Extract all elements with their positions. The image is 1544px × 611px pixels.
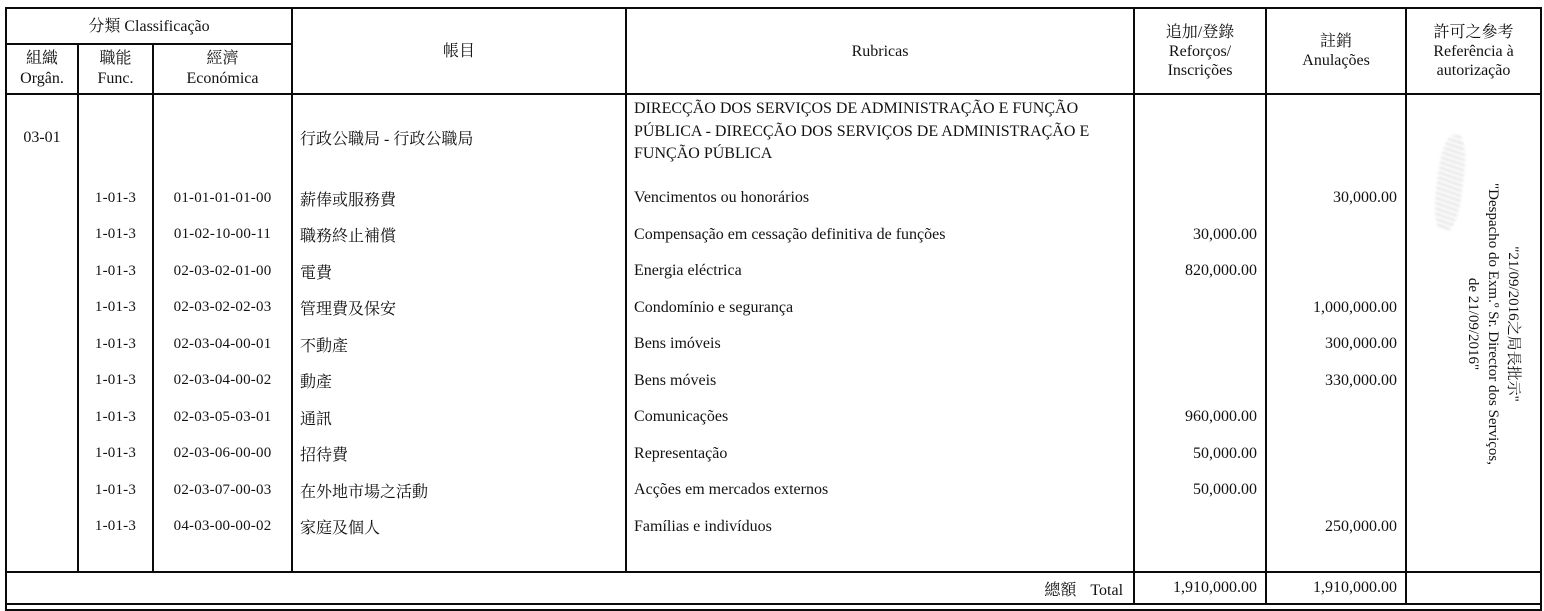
reforcos-amount xyxy=(1134,290,1266,327)
reinforcements-header-pt2: Inscrições xyxy=(1167,61,1233,79)
filler-cell xyxy=(292,545,626,572)
cancellations-header-pt: Anulações xyxy=(1302,52,1370,69)
item-name-pt: Acções em mercados externos xyxy=(626,472,1134,509)
total-reforcos-amount: 1,910,000.00 xyxy=(1134,572,1266,604)
table-row xyxy=(6,217,1541,254)
anulacoes-amount xyxy=(1266,436,1406,473)
authorization-header-pt1: Referência à xyxy=(1433,42,1514,60)
anulacoes-amount: 1,000,000.00 xyxy=(1266,290,1406,327)
econ-code-cell: 02-03-02-02-03 xyxy=(153,290,292,327)
empty-cancellation-cell xyxy=(1266,94,1406,180)
filler-cell xyxy=(1134,545,1266,572)
func-code-cell: 1-01-3 xyxy=(78,253,153,290)
table-row xyxy=(6,509,1541,546)
anulacoes-amount xyxy=(1266,253,1406,290)
item-name-zh: 動產 xyxy=(292,363,626,400)
anulacoes-amount: 250,000.00 xyxy=(1266,509,1406,546)
department-organic-code: 03-01 xyxy=(23,128,61,146)
econ-code-cell: 02-03-02-01-00 xyxy=(153,253,292,290)
func-code-cell: 1-01-3 xyxy=(78,180,153,217)
authorization-note-line2: "Despacho do Exm.º Sr. Director dos Serviços, xyxy=(1485,183,1502,465)
func-code-cell: 1-01-3 xyxy=(78,290,153,327)
filler-cell xyxy=(6,545,78,572)
reforcos-amount: 50,000.00 xyxy=(1134,472,1266,509)
item-name-pt: Bens móveis xyxy=(626,363,1134,400)
item-name-pt: Famílias e indivíduos xyxy=(626,509,1134,546)
organic-code-cell xyxy=(6,326,78,363)
func-code-cell: 1-01-3 xyxy=(78,472,153,509)
reforcos-amount xyxy=(1134,363,1266,400)
table-row xyxy=(6,180,1541,217)
total-anulacoes-amount: 1,910,000.00 xyxy=(1266,572,1406,604)
authorization-header-cell xyxy=(1406,8,1541,94)
department-row xyxy=(6,94,1541,180)
total-label-cell xyxy=(6,572,1134,604)
empty-functional-cell xyxy=(78,94,153,180)
organic-code-cell xyxy=(6,290,78,327)
total-label-zh: 總額 xyxy=(1044,581,1077,599)
empty-economic-cell xyxy=(153,94,292,180)
cancellations-header-zh: 註銷 xyxy=(1320,33,1353,50)
total-label-pt: Total xyxy=(1090,581,1124,599)
func-code-cell: 1-01-3 xyxy=(78,436,153,473)
item-name-pt: Comunicações xyxy=(626,399,1134,436)
econ-code-cell: 02-03-04-00-02 xyxy=(153,363,292,400)
filler-cell xyxy=(78,545,153,572)
item-name-pt: Bens imóveis xyxy=(626,326,1134,363)
econ-code-cell: 02-03-04-00-01 xyxy=(153,326,292,363)
bottom-spacer-cell xyxy=(6,604,1541,610)
authorization-note-line3: de 21/09/2016" xyxy=(1465,277,1482,371)
reforcos-amount: 30,000.00 xyxy=(1134,217,1266,254)
anulacoes-amount xyxy=(1266,217,1406,254)
authorization-note-line1: "21/09/2016之局長批示" xyxy=(1505,246,1522,402)
func-code-cell: 1-01-3 xyxy=(78,509,153,546)
item-name-pt: Compensação em cessação definitiva de funções xyxy=(626,217,1134,254)
authorization-header-pt2: autorização xyxy=(1436,61,1511,79)
table-row xyxy=(6,472,1541,509)
econ-code-cell: 02-03-07-00-03 xyxy=(153,472,292,509)
authorization-note xyxy=(1463,114,1523,534)
anulacoes-amount xyxy=(1266,399,1406,436)
reforcos-amount: 50,000.00 xyxy=(1134,436,1266,473)
authorization-reference-cell xyxy=(1406,94,1541,572)
organic-code-cell xyxy=(6,217,78,254)
func-code-cell: 1-01-3 xyxy=(78,363,153,400)
reinforcements-header-zh: 追加/登錄 xyxy=(1165,23,1235,41)
organic-header-cell xyxy=(6,44,78,94)
total-row xyxy=(6,572,1541,604)
filler-cell xyxy=(626,545,1134,572)
account-header-label: 帳目 xyxy=(443,42,476,60)
item-name-pt: Condomínio e segurança xyxy=(626,290,1134,327)
econ-code-cell: 02-03-05-03-01 xyxy=(153,399,292,436)
economic-header-zh: 經濟 xyxy=(206,50,239,67)
item-name-zh: 管理費及保安 xyxy=(292,290,626,327)
item-name-zh: 在外地市場之活動 xyxy=(292,472,626,509)
anulacoes-amount xyxy=(1266,472,1406,509)
organic-code-cell xyxy=(6,253,78,290)
func-code-cell: 1-01-3 xyxy=(78,326,153,363)
item-name-zh: 薪俸或服務費 xyxy=(292,180,626,217)
item-name-zh: 招待費 xyxy=(292,436,626,473)
department-name-zh: 行政公職局 - 行政公職局 xyxy=(292,94,626,180)
item-name-pt: Representação xyxy=(626,436,1134,473)
bottom-spacer-row xyxy=(6,604,1541,610)
func-code-cell: 1-01-3 xyxy=(78,217,153,254)
filler-row xyxy=(6,545,1541,572)
table-row xyxy=(6,399,1541,436)
item-name-zh: 電費 xyxy=(292,253,626,290)
cancellations-header-cell xyxy=(1266,8,1406,94)
item-name-zh: 職務終止補償 xyxy=(292,217,626,254)
anulacoes-amount: 330,000.00 xyxy=(1266,363,1406,400)
reinforcements-header-cell xyxy=(1134,8,1266,94)
reforcos-amount xyxy=(1134,326,1266,363)
classification-header-label: 分類 Classificação xyxy=(88,17,210,35)
item-name-pt: Vencimentos ou honorários xyxy=(626,180,1134,217)
reforcos-amount xyxy=(1134,180,1266,217)
reforcos-amount: 960,000.00 xyxy=(1134,399,1266,436)
department-name-pt: DIRECÇÃO DOS SERVIÇOS DE ADMINISTRAÇÃO E FUNÇÃO PÚBLICA - DIRECÇÃO DOS SERVIÇOS DE ADMINISTRAÇÃO E FUNÇÃO PÚBLICA xyxy=(626,94,1134,180)
empty-reinforcement-cell xyxy=(1134,94,1266,180)
filler-cell xyxy=(153,545,292,572)
functional-header-pt: Func. xyxy=(97,70,134,87)
functional-header-cell xyxy=(78,44,153,94)
table-row xyxy=(6,326,1541,363)
organic-code-cell xyxy=(6,180,78,217)
item-name-pt: Energia eléctrica xyxy=(626,253,1134,290)
organic-code-cell xyxy=(6,363,78,400)
organic-code-cell xyxy=(6,472,78,509)
anulacoes-amount: 30,000.00 xyxy=(1266,180,1406,217)
account-header-cell xyxy=(292,8,626,94)
organic-header-zh: 組織 xyxy=(25,50,58,67)
filler-cell xyxy=(1266,545,1406,572)
organic-code-cell xyxy=(6,509,78,546)
econ-code-cell: 04-03-00-00-02 xyxy=(153,509,292,546)
budget-amendment-table xyxy=(5,7,1542,611)
classification-header-cell xyxy=(6,8,292,44)
econ-code-cell: 01-01-01-01-00 xyxy=(153,180,292,217)
organic-code-cell xyxy=(6,399,78,436)
item-name-zh: 不動產 xyxy=(292,326,626,363)
econ-code-cell: 02-03-06-00-00 xyxy=(153,436,292,473)
reinforcements-header-pt1: Reforços/ xyxy=(1168,42,1232,60)
organic-header-pt: Orgân. xyxy=(20,70,64,87)
rubrics-header-label: Rubricas xyxy=(851,42,909,60)
reforcos-amount xyxy=(1134,509,1266,546)
rubrics-header-cell xyxy=(626,8,1134,94)
economic-header-cell xyxy=(153,44,292,94)
table-row xyxy=(6,436,1541,473)
table-row xyxy=(6,363,1541,400)
item-name-zh: 通訊 xyxy=(292,399,626,436)
organic-code-cell xyxy=(6,436,78,473)
authorization-header-zh: 許可之參考 xyxy=(1433,23,1514,41)
table-row xyxy=(6,290,1541,327)
total-authorization-cell xyxy=(1406,572,1541,604)
functional-header-zh: 職能 xyxy=(99,50,132,67)
item-name-zh: 家庭及個人 xyxy=(292,509,626,546)
economic-header-pt: Económica xyxy=(186,70,259,87)
reforcos-amount: 820,000.00 xyxy=(1134,253,1266,290)
table-row xyxy=(6,253,1541,290)
anulacoes-amount: 300,000.00 xyxy=(1266,326,1406,363)
header-row-1 xyxy=(6,8,1541,44)
econ-code-cell: 01-02-10-00-11 xyxy=(153,217,292,254)
func-code-cell: 1-01-3 xyxy=(78,399,153,436)
